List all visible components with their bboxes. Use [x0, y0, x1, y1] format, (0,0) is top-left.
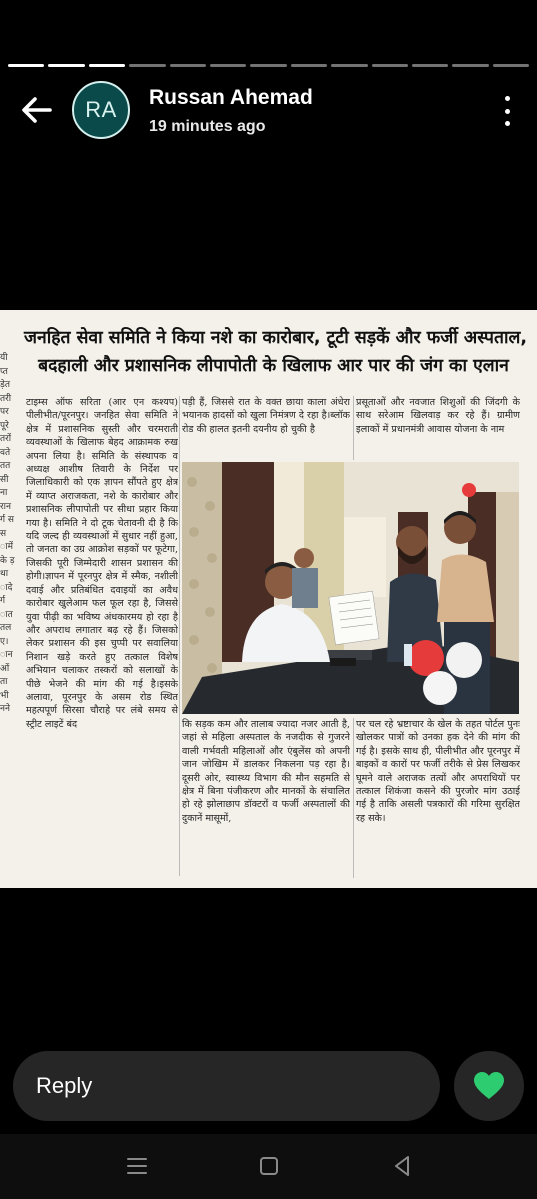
reply-input[interactable] — [13, 1051, 440, 1121]
posted-time: 19 minutes ago — [149, 118, 266, 135]
avatar-initials: RA — [85, 97, 117, 122]
progress-segment — [331, 64, 367, 67]
clipping-headline — [24, 324, 527, 380]
author-name[interactable]: Russan Ahemad — [149, 86, 313, 109]
clipping-edge-text: यी प्त ड़ेत तरी पर पूरे तरों वते तत सी ना रान र्ग सस ामें के ड़ था ादे र्ग ात तल ए। ान ओं ता भी नने — [0, 353, 15, 714]
like-button[interactable] — [454, 1051, 524, 1121]
progress-segment — [372, 64, 408, 67]
progress-segment — [170, 64, 206, 67]
clipping-column-2: पड़ी हैं, जिससे रात के वक्त छाया काला अंधेरा भयानक हादसों को खुला निमंत्रण दे रहा है।ब्लॉक रोड की हालत इतनी दयनीय हो चुकी है — [182, 397, 350, 435]
clipping-column-2-lower: कि सड़क कम और तालाब ज्यादा नजर आती है, जहां से महिला अस्पताल के नजदीक से गुजरने वाली गर्भवती महिलाओं और एंबुलेंस को अपनी जान जोखिम में डालकर निकलना पड़ रहा है। दूसरी ओर, स्वास्थ्य विभाग की मौन सहमति से क्षेत्र में बिना पंजीकरण और मानकों के संचालित हो रहे झोलाछाप डॉक्टरों व फर्जी अस्पतालों की दुकानें मासूमों, — [182, 719, 350, 824]
progress-segment — [493, 64, 529, 67]
recents-icon[interactable] — [123, 1152, 151, 1180]
more-vertical-icon[interactable] — [503, 96, 511, 126]
clipping-headline-line1: जनहित सेवा समिति ने किया नशे का कारोबार, टूटी सड़कें और फर्जी अस्पताल, — [24, 328, 527, 348]
arrow-left-icon[interactable] — [20, 94, 54, 126]
system-nav-bar — [0, 1134, 537, 1199]
progress-segment — [250, 64, 286, 67]
progress-segment — [129, 64, 165, 67]
progress-segment — [8, 64, 44, 67]
home-icon[interactable] — [255, 1152, 283, 1180]
news-photo-illustration — [182, 462, 519, 714]
column-divider — [353, 718, 354, 878]
clipping-headline-line2: बदहाली और प्रशासनिक लीपापोती के खिलाफ आर पार की जंग का एलान — [38, 356, 509, 376]
clipping-column-3-lower: पर चल रहे भ्रष्टाचार के खेल के तहत पोर्टल पुनः खोलकर पात्रों को उनका हक देने की मांग की गई है। इसके साथ ही, पीलीभीत और पूरनपुर में बाइकों व कारों पर फर्जी तरीके से प्रेस लिखकर घूमने वाले अराजक तत्वों और अपराधियों पर तत्काल शिकंजा कसने की पुरजोर मांग उठाई गई है ताकि असली पत्रकारों की गरिमा सुरक्षित रह सके। — [356, 719, 520, 824]
nav-back-icon[interactable] — [388, 1152, 416, 1180]
progress-segment — [412, 64, 448, 67]
heart-icon — [473, 1071, 505, 1101]
progress-segment — [452, 64, 488, 67]
story-progress — [8, 64, 529, 67]
story-header — [0, 80, 537, 142]
progress-segment — [210, 64, 246, 67]
clipping-column-3: प्रसूताओं और नवजात शिशुओं की जिंदगी के साथ सरेआम खिलवाड़ कर रहे हैं। ग्रामीण इलाकों में प्रधानमंत्री आवास योजना के नाम — [356, 397, 520, 435]
column-divider — [179, 396, 180, 876]
column-divider — [353, 396, 354, 460]
avatar[interactable] — [72, 81, 130, 139]
progress-segment — [89, 64, 125, 67]
story-image — [0, 310, 537, 888]
reply-placeholder: Reply — [36, 1073, 93, 1098]
progress-segment — [291, 64, 327, 67]
clipping-column-1: टाइम्स ऑफ सरिता (आर एन कश्यप) पीलीभीत/पूरनपुर। जनहित सेवा समिति ने क्षेत्र में प्रशासनिक सुस्ती और चरमराती व्यवस्थाओं के खिलाफ बेहद आक्रामक रुख अपना लिया है। समिति के संस्थापक व अध्यक्ष आशीष तिवारी के निर्देश पर जिलाधिकारी को एक ज्ञापन सौंपते हुए क्षेत्र में व्याप्त अराजकता, नशे के कारोबार और प्रशासनिक लीपापोती पर सीधा प्रहार किया गया है। समिति ने दो टूक चेतावनी दी है कि यदि जल्द ही व्यवस्थाओं में सुधार नहीं हुआ, तो जनता का उग्र आक्रोश सड़कों पर फूटेगा, जिसकी पूरी जिम्मेदारी शासन प्रशासन की होगी।ज्ञापन में पूरनपुर क्षेत्र में स्मैक, नशीली दवाई और प्रतिबंधित दवाइयों का अवैध कारोबार खुलेआम फल फूल रहा है, जिससे युवा पीढ़ी का भविष्य अंधकारमय हो रहा है और अपराध लगातार बढ़ रहे हैं। जिसको लेकर प्रशासन की इस चुप्पी पर सवालिया निशान खड़े करते हुए तत्काल विशेष अभियान चलाकर तस्करों को सलाखों के पीछे भेजने की मांग की गई है।इसके अलावा, पूरनपुर के असम रोड स्थित महत्पपूर्ण सिरसा चौराहे पर लंबे समय से स्ट्रीट लाइटें बंद — [26, 397, 178, 730]
progress-segment — [48, 64, 84, 67]
news-photo — [182, 462, 519, 714]
